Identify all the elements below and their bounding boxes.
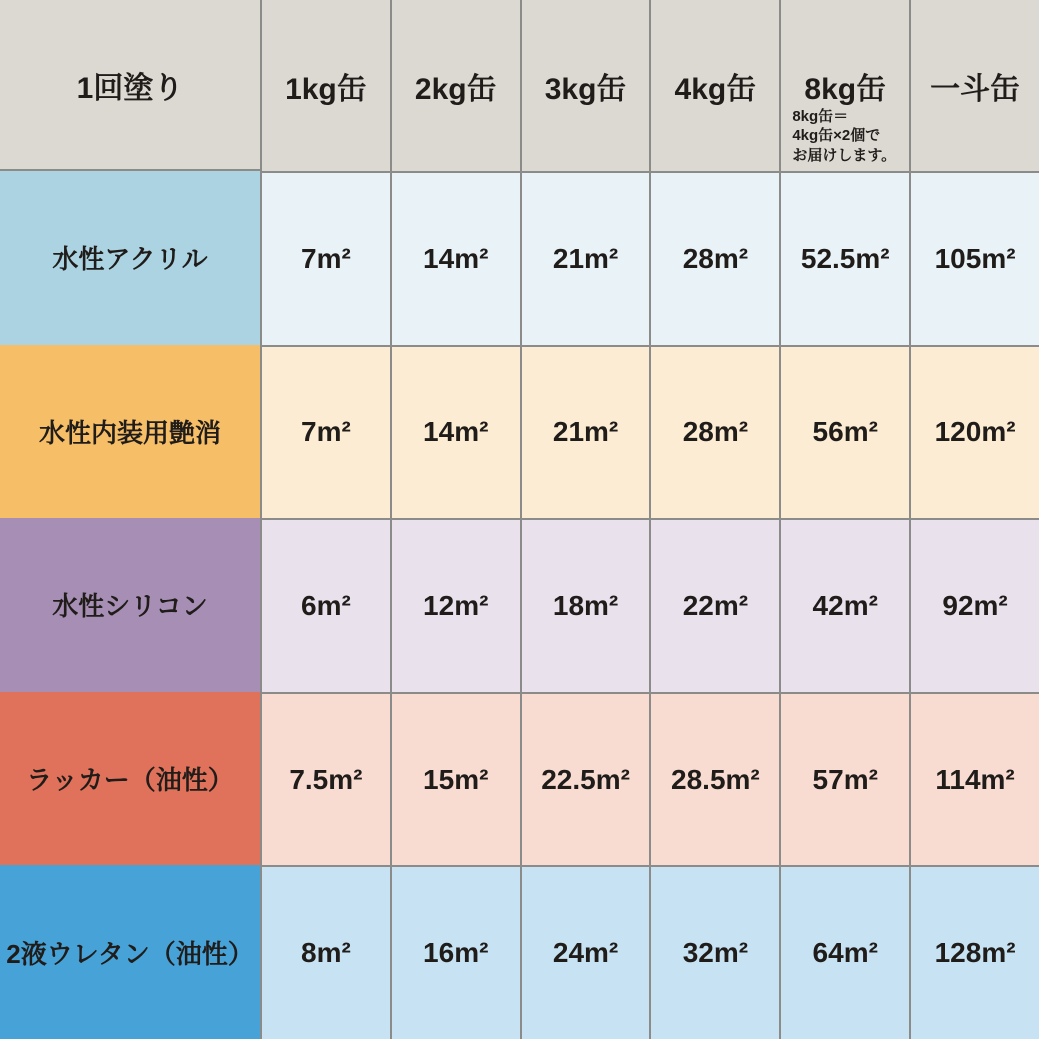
value-cell	[909, 692, 1039, 866]
value-cell	[260, 692, 390, 866]
cell-value: 105	[934, 242, 982, 274]
row-label-text: 水性アクリル	[52, 244, 208, 275]
unit-label: m²	[584, 937, 619, 969]
cell-value: 21	[552, 242, 585, 274]
value-cell	[779, 345, 909, 519]
value-cell	[909, 171, 1039, 345]
unit-label: m²	[316, 416, 351, 448]
unit-label: m²	[584, 416, 619, 448]
value-cell	[390, 518, 520, 692]
cell-value: 114	[935, 763, 981, 795]
cell-value: 7	[301, 416, 317, 448]
value-cell	[520, 865, 650, 1039]
unit-label: m²	[454, 416, 489, 448]
column-header-1kg	[260, 0, 390, 171]
row-label-suisei-acrylic	[0, 171, 260, 345]
unit-label: m²	[843, 763, 878, 795]
value-cell	[779, 692, 909, 866]
value-cell	[260, 518, 390, 692]
column-header-label: 1kg缶	[285, 72, 367, 106]
row-label-text: 2液ウレタン（油性）	[6, 938, 254, 969]
unit-label: m²	[843, 589, 878, 621]
header-note	[792, 107, 896, 166]
cell-value: 120	[934, 416, 982, 448]
row-label-suisei-naiso-tsuyakeshi	[0, 345, 260, 519]
value-cell	[520, 692, 650, 866]
value-cell	[390, 345, 520, 519]
unit-label: m²	[713, 589, 749, 621]
cell-value: 14	[423, 416, 455, 448]
unit-label: m²	[725, 763, 760, 795]
corner-header-label: 1回塗り	[76, 71, 184, 105]
unit-label: m²	[454, 763, 489, 795]
unit-label: m²	[584, 242, 619, 274]
column-header-4kg	[649, 0, 779, 171]
unit-label: m²	[981, 937, 1016, 969]
value-cell	[260, 865, 390, 1039]
unit-label: m²	[713, 937, 749, 969]
value-cell	[649, 345, 779, 519]
column-header-label: 3kg缶	[544, 72, 627, 106]
row-label-text: 水性シリコン	[52, 591, 208, 622]
value-cell	[649, 865, 779, 1039]
value-cell	[390, 692, 520, 866]
unit-label: m²	[713, 242, 749, 274]
cell-value: 52.5	[800, 242, 856, 274]
cell-value: 32	[682, 937, 714, 969]
value-cell	[779, 518, 909, 692]
cell-value: 128	[934, 937, 982, 969]
value-cell	[520, 171, 650, 345]
unit-label: m²	[595, 763, 630, 795]
cell-value: 22.5	[541, 763, 596, 795]
cell-value: 21	[552, 416, 585, 448]
unit-label: m²	[973, 589, 1008, 621]
column-header-label: 2kg缶	[414, 72, 497, 106]
note-line: お届けします。	[792, 147, 897, 165]
column-header-3kg	[520, 0, 650, 171]
value-cell	[779, 171, 909, 345]
unit-label: m²	[843, 937, 878, 969]
value-cell	[390, 171, 520, 345]
unit-label: m²	[316, 589, 351, 621]
value-cell	[390, 865, 520, 1039]
row-label-suisei-silicon	[0, 518, 260, 692]
cell-value: 42	[812, 589, 844, 621]
row-label-urethane-yusei	[0, 865, 260, 1039]
cell-value: 24	[552, 937, 585, 969]
value-cell	[649, 518, 779, 692]
value-cell	[520, 518, 650, 692]
value-cell	[260, 345, 390, 519]
column-header-itto	[909, 0, 1039, 171]
value-cell	[909, 518, 1039, 692]
cell-value: 16	[423, 937, 455, 969]
corner-header-cell	[0, 0, 260, 171]
column-header-label: 8kg缶	[804, 72, 887, 106]
cell-value: 22	[682, 589, 714, 621]
unit-label: m²	[843, 416, 878, 448]
unit-label: m²	[980, 763, 1015, 795]
row-label-lacquer-yusei	[0, 692, 260, 866]
cell-value: 56	[812, 416, 844, 448]
column-header-label: 4kg缶	[674, 72, 757, 106]
cell-value: 64	[812, 937, 844, 969]
unit-label: m²	[981, 242, 1016, 274]
cell-value: 92	[942, 589, 974, 621]
cell-value: 28	[682, 242, 714, 274]
unit-label: m²	[713, 416, 749, 448]
value-cell	[520, 345, 650, 519]
value-cell	[909, 345, 1039, 519]
value-cell	[779, 865, 909, 1039]
cell-value: 28.5	[671, 763, 726, 795]
unit-label: m²	[328, 763, 363, 795]
unit-label: m²	[454, 937, 489, 969]
cell-value: 15	[423, 763, 455, 795]
cell-value: 14	[423, 242, 455, 274]
cell-value: 57	[812, 763, 844, 795]
column-header-2kg	[390, 0, 520, 171]
note-line: 4kg缶×2個で	[792, 127, 881, 145]
unit-label: m²	[316, 242, 351, 274]
cell-value: 18	[552, 589, 585, 621]
value-cell	[649, 692, 779, 866]
value-cell	[909, 865, 1039, 1039]
cell-value: 28	[682, 416, 714, 448]
cell-value: 8	[301, 937, 317, 969]
cell-value: 7	[301, 242, 317, 274]
value-cell	[649, 171, 779, 345]
unit-label: m²	[981, 416, 1016, 448]
value-cell	[260, 171, 390, 345]
cell-value: 12	[423, 589, 455, 621]
column-header-label: 一斗缶	[930, 72, 1021, 106]
row-label-text: ラッカー（油性）	[26, 765, 234, 796]
unit-label: m²	[454, 589, 489, 621]
unit-label: m²	[584, 589, 619, 621]
unit-label: m²	[855, 242, 890, 274]
cell-value: 7.5	[289, 763, 329, 795]
cell-value: 6	[301, 589, 317, 621]
unit-label: m²	[454, 242, 489, 274]
row-label-text: 水性内装用艶消	[38, 417, 221, 448]
note-line: 8kg缶＝	[792, 107, 849, 125]
unit-label: m²	[316, 937, 351, 969]
column-header-8kg	[779, 0, 909, 171]
